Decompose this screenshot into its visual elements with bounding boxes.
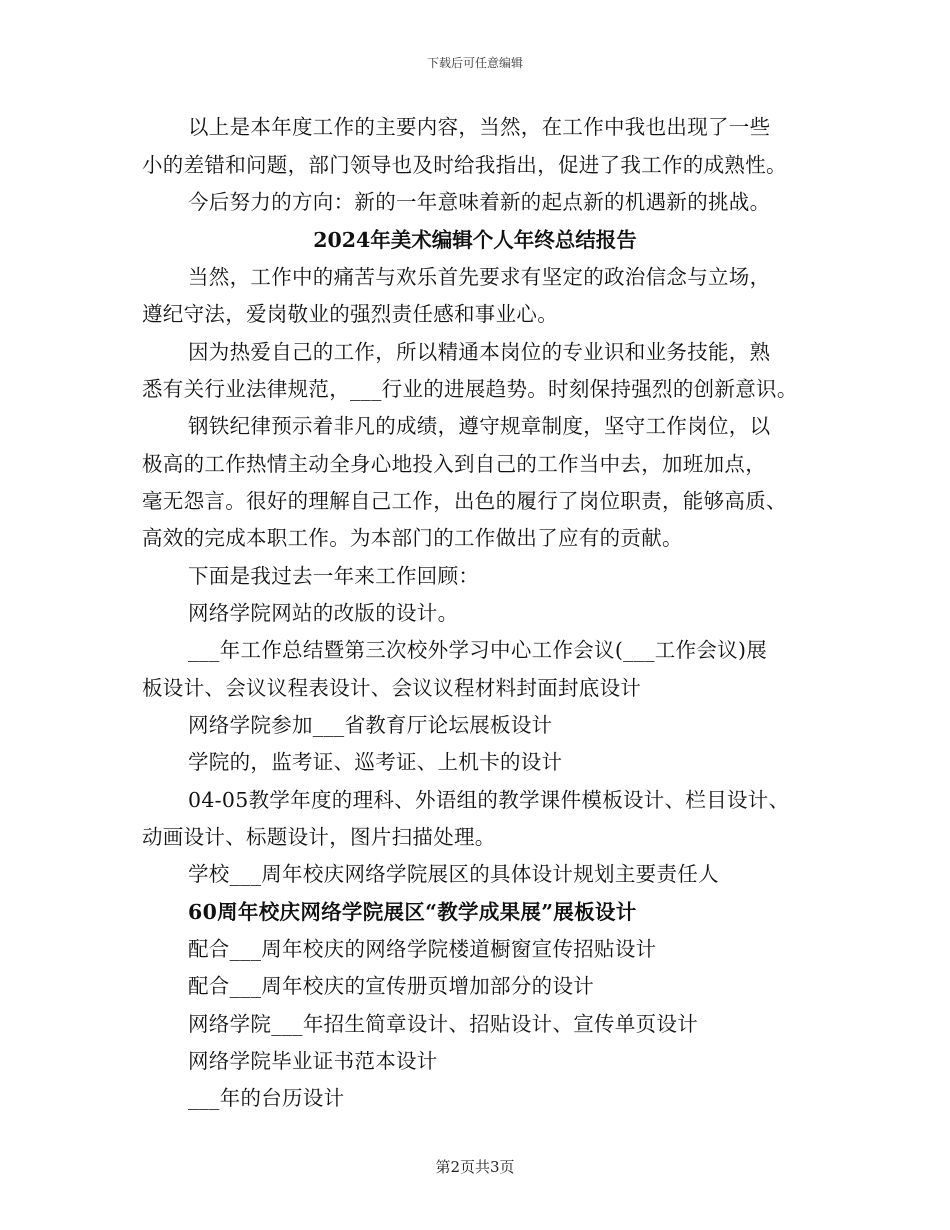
paragraph-line: 遵纪守法，爱岗敬业的强烈责任感和事业心。	[142, 302, 558, 326]
paragraph-line: 动画设计、标题设计，图片扫描处理。	[142, 825, 496, 849]
paragraph-line: ___年的台历设计	[188, 1086, 345, 1110]
page-number: 第2页共3页	[435, 1158, 515, 1176]
paragraph-line: 当然，工作中的痛苦与欢乐首先要求有坚定的政治信念与立场，	[188, 265, 771, 289]
paragraph-line: 学院的，监考证、巡考证、上机卡的设计	[188, 750, 563, 774]
paragraph-line: 因为热爱自己的工作，所以精通本岗位的专业识和业务技能，熟	[188, 340, 771, 364]
document-title: 2024年美术编辑个人年终总结报告	[313, 228, 637, 252]
paragraph-line: 毫无怨言。很好的理解自己工作，出色的履行了岗位职责，能够高质、	[142, 489, 787, 513]
paragraph-line: 04-05教学年度的理科、外语组的教学课件模板设计、栏目设计、	[188, 788, 790, 812]
paragraph-line: 钢铁纪律预示着非凡的成绩，遵守规章制度，坚守工作岗位，以	[188, 414, 771, 438]
paragraph-line: 板设计、会议议程表设计、会议议程材料封面封底设计	[142, 676, 642, 700]
paragraph-line: 配合___周年校庆的宣传册页增加部分的设计	[188, 974, 595, 998]
paragraph-line: 网络学院___年招生简章设计、招贴设计、宣传单页设计	[188, 1012, 699, 1036]
paragraph-line: 网络学院参加___省教育厅论坛展板设计	[188, 713, 553, 737]
paragraph-line: 今后努力的方向：新的一年意味着新的起点新的机遇新的挑战。	[188, 190, 771, 214]
paragraph-line: 极高的工作热情主动全身心地投入到自己的工作当中去，加班加点，	[142, 452, 766, 476]
paragraph-line: 下面是我过去一年来工作回顾：	[188, 564, 480, 588]
paragraph-line: 网络学院网站的改版的设计。	[188, 601, 459, 625]
paragraph-line: 配合___周年校庆的网络学院楼道橱窗宣传招贴设计	[188, 937, 657, 961]
paragraph-line: ___年工作总结暨第三次校外学习中心工作会议(___工作会议)展	[188, 638, 768, 662]
paragraph-line: 网络学院毕业证书范本设计	[188, 1049, 438, 1073]
paragraph-line-bold: 60周年校庆网络学院展区“教学成果展”展板设计	[188, 900, 637, 924]
paragraph-line: 学校___周年校庆网络学院展区的具体设计规划主要责任人	[188, 862, 719, 886]
page-header-note: 下载后可任意编辑	[426, 56, 523, 70]
paragraph-line: 高效的完成本职工作。为本部门的工作做出了应有的贡献。	[142, 526, 683, 550]
paragraph-line: 以上是本年度工作的主要内容，当然，在工作中我也出现了一些	[188, 115, 771, 139]
paragraph-line: 悉有关行业法律规范，___行业的进展趋势。时刻保持强烈的创新意识。	[142, 377, 798, 401]
paragraph-line: 小的差错和问题，部门领导也及时给我指出，促进了我工作的成熟性。	[142, 153, 787, 177]
